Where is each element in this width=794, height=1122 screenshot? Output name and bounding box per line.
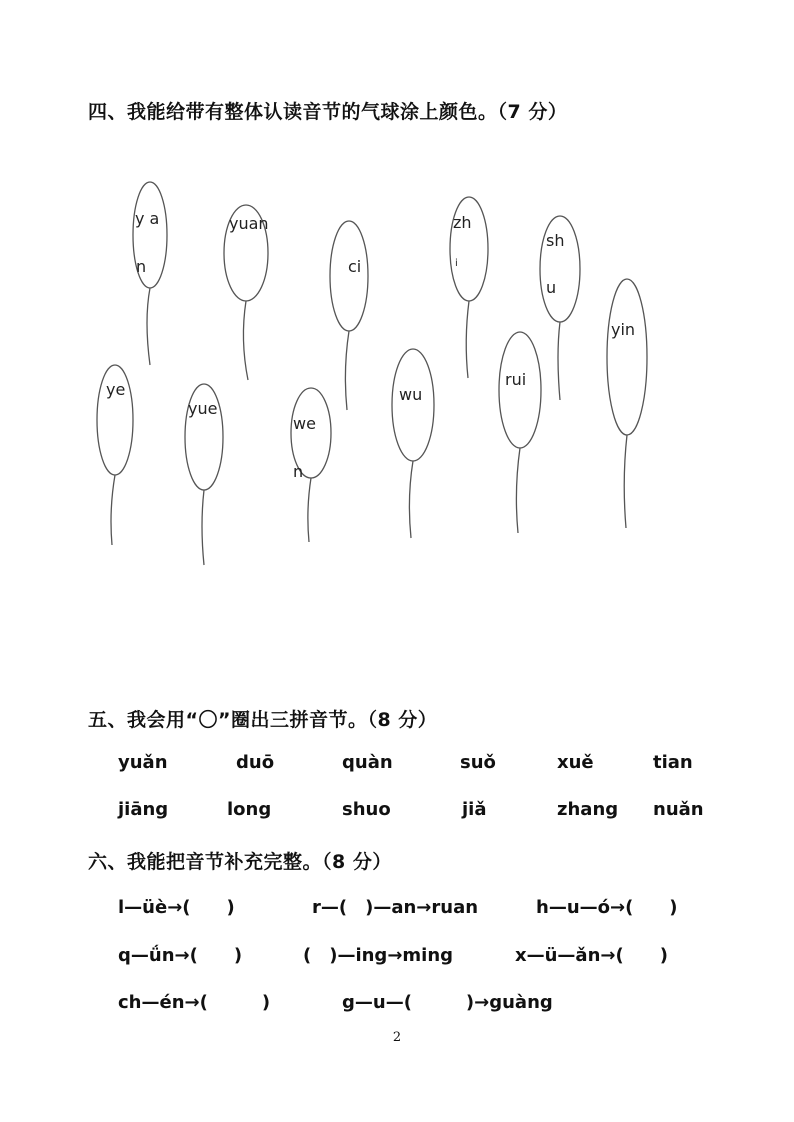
balloon-figure: [0, 150, 794, 590]
balloon-6-string: [624, 435, 627, 528]
balloon-3: [330, 221, 368, 331]
exercise-item: l—üè→( ): [118, 897, 235, 918]
balloon-10: [392, 349, 434, 461]
syllable: yuǎn: [118, 752, 168, 773]
balloon-4-label2: i: [455, 258, 458, 269]
balloon-10-string: [409, 461, 413, 538]
section5-row-1: [0, 752, 794, 780]
balloon-6-label: yin: [611, 320, 636, 339]
balloon-4-string: [466, 301, 469, 378]
syllable: jiǎ: [462, 799, 487, 820]
exercise-item: h—u—ó→( ): [536, 897, 678, 918]
balloon-5-label2: u: [546, 278, 557, 297]
section6-row-2: [0, 941, 794, 969]
exercise-item: ch—én→( ): [118, 992, 271, 1013]
balloon-7-string: [111, 475, 115, 545]
balloon-2-string: [243, 301, 248, 380]
syllable: shuo: [342, 799, 391, 820]
balloon-1-label: y a: [135, 209, 160, 228]
syllable: suǒ: [460, 752, 496, 773]
syllable: zhang: [557, 799, 619, 820]
syllable: jiāng: [118, 799, 169, 820]
section6-row-1: [0, 893, 794, 921]
balloon-11-label: rui: [505, 370, 527, 389]
balloon-10-label: wu: [399, 385, 423, 404]
balloon-4-label: zh: [453, 213, 472, 232]
balloon-6: [607, 279, 647, 435]
balloon-5-label: sh: [546, 231, 565, 250]
balloon-9-string: [308, 478, 311, 542]
syllable: duō: [236, 752, 275, 773]
balloon-5-string: [558, 322, 560, 400]
exercise-item: x—ü—ǎn→( ): [515, 945, 668, 966]
syllable: nuǎn: [653, 799, 704, 820]
syllable: xuě: [557, 752, 594, 773]
page-number: 2: [392, 1030, 402, 1045]
exercise-item: g—u—( )→guàng: [342, 992, 553, 1013]
balloon-2-label: yuan: [229, 214, 269, 233]
balloon-1-string: [147, 288, 150, 365]
section5-row-2: [0, 799, 794, 827]
section4-title: 四、我能给带有整体认读音节的气球涂上颜色。（7 分）: [88, 101, 568, 123]
balloon-1-label2: n: [136, 257, 147, 276]
exercise-item: q—ǘn→( ): [118, 945, 243, 966]
balloon-9-label: we: [293, 414, 316, 433]
balloon-3-label: ci: [348, 257, 362, 276]
syllable: long: [227, 799, 272, 820]
balloon-11: [499, 332, 541, 448]
exercise-item: ( )—ing→ming: [303, 945, 454, 966]
syllable: tian: [653, 752, 693, 773]
balloon-8-label: yue: [188, 399, 218, 418]
syllable: quàn: [342, 752, 393, 773]
balloon-3-string: [345, 331, 349, 410]
section6-row-3: [0, 988, 794, 1016]
balloon-9-label2: n: [293, 462, 304, 481]
balloon-11-string: [516, 448, 520, 533]
section5-title: 五、我会用“〇”圈出三拼音节。（8 分）: [88, 709, 438, 731]
balloon-7-label: ye: [106, 380, 126, 399]
balloon-8-string: [202, 490, 204, 565]
exercise-item: r—( )—an→ruan: [312, 897, 479, 918]
section6-title: 六、我能把音节补充完整。（8 分）: [88, 851, 392, 873]
